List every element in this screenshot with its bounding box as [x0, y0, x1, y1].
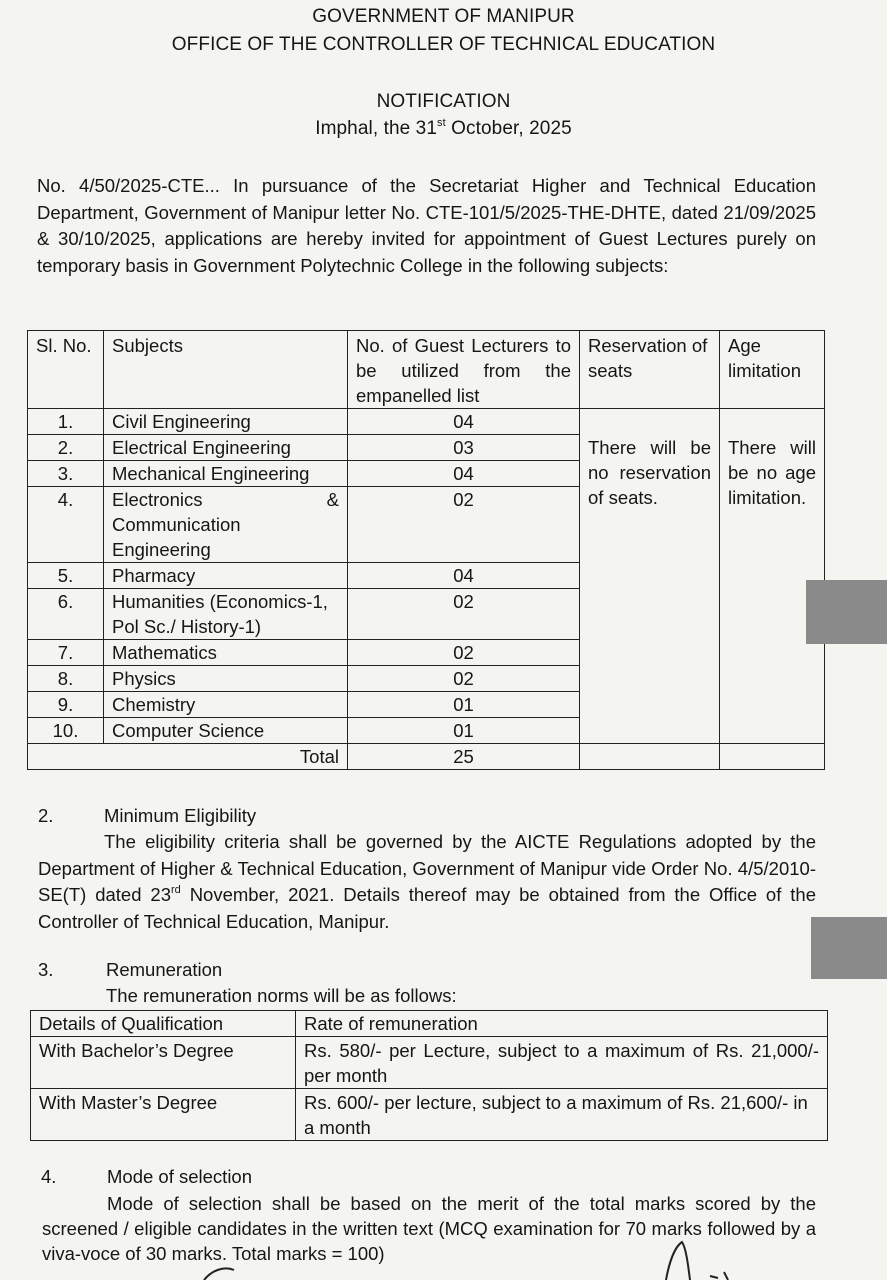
subject-cell: Electrical Engineering	[104, 435, 348, 461]
subject-cell: Pharmacy	[104, 563, 348, 589]
sl-no-header: Sl. No.	[28, 331, 104, 409]
count-cell: 02	[348, 487, 580, 563]
subject-cell: Electronics & Communication Engineering	[104, 487, 348, 563]
section-3-number: 3.	[38, 959, 54, 980]
subject-cell: Mathematics	[104, 640, 348, 666]
sl-cell: 10.	[28, 718, 104, 744]
count-cell: 02	[348, 640, 580, 666]
subject-cell: Chemistry	[104, 692, 348, 718]
section-3-title: Remuneration	[106, 959, 223, 980]
rate-cell: Rs. 600/- per lecture, subject to a maximum of Rs. 21,600/- in a month	[296, 1089, 828, 1141]
section-2-number: 2.	[38, 805, 54, 826]
total-value: 25	[348, 744, 580, 770]
subject-cell: Mechanical Engineering	[104, 461, 348, 487]
sl-cell: 7.	[28, 640, 104, 666]
subject-cell: Physics	[104, 666, 348, 692]
notification-date: Imphal, the 31st October, 2025	[315, 116, 572, 139]
count-cell: 03	[348, 435, 580, 461]
table-header-row	[28, 331, 825, 409]
intro-paragraph: No. 4/50/2025-CTE... In pursuance of the Secretariat Higher and Technical Education Department, Government of Manipur letter No. CTE-101/5/2025-THE-DHTE, dated 21/09/2025 & 30/10/2025, applications are hereby invited for appointment of Guest Lectures purely on temporary basis in Government Polytechnic College in the following subjects:	[37, 175, 816, 276]
section-4-title: Mode of selection	[107, 1166, 253, 1187]
sl-cell: 8.	[28, 666, 104, 692]
subjects-table	[27, 330, 825, 770]
total-row	[28, 744, 825, 770]
rate-header: Rate of remuneration	[296, 1011, 828, 1037]
sl-cell: 2.	[28, 435, 104, 461]
section-2-text: The eligibility criteria shall be governed by the AICTE Regulations adopted by the Department of Higher & Technical Education, Government of Manipur vide Order No. 4/5/2010-SE(T) dated 23rd November, 2021. Details thereof may be obtained from the Office of the Controller of Technical Education, Manipur.	[38, 831, 816, 932]
count-cell: 04	[348, 563, 580, 589]
notification-title: NOTIFICATION	[376, 91, 511, 112]
rate-cell: Rs. 580/- per Lecture, subject to a maximum of Rs. 21,000/- per month	[296, 1037, 828, 1089]
section-3-intro: The remuneration norms will be as follows:	[106, 985, 457, 1006]
section-2-title: Minimum Eligibility	[104, 805, 257, 826]
subject-cell: Computer Science	[104, 718, 348, 744]
sl-cell: 3.	[28, 461, 104, 487]
qualification-cell: With Master’s Degree	[31, 1089, 296, 1141]
pen-mark	[200, 1266, 260, 1280]
total-label: Total	[28, 744, 348, 770]
count-cell: 04	[348, 461, 580, 487]
count-cell: 04	[348, 409, 580, 435]
table-row	[28, 409, 825, 435]
scan-shadow	[811, 917, 887, 979]
remuneration-table	[30, 1010, 828, 1141]
count-cell: 02	[348, 589, 580, 640]
age-note: There will be no age limitation.	[720, 409, 825, 744]
sl-cell: 6.	[28, 589, 104, 640]
office-heading: OFFICE OF THE CONTROLLER OF TECHNICAL EDUCATION	[171, 34, 716, 55]
count-cell: 01	[348, 692, 580, 718]
sl-cell: 9.	[28, 692, 104, 718]
reservation-header: Reservation of seats	[580, 331, 720, 409]
section-4-text: Mode of selection shall be based on the merit of the total marks scored by the screened / eligible candidates in the written text (MCQ examination for 70 marks followed by a viva-voce of 30 marks. Total marks = 100)	[42, 1193, 816, 1264]
subject-cell: Humanities (Economics-1, Pol Sc./ History-1)	[104, 589, 348, 640]
reservation-note: There will be no reservation of seats.	[580, 409, 720, 744]
sl-cell: 1.	[28, 409, 104, 435]
count-cell: 02	[348, 666, 580, 692]
subjects-header: Subjects	[104, 331, 348, 409]
lecturer-count-header: No. of Guest Lecturers to be utilized from the empanelled list	[348, 331, 580, 409]
qualification-header: Details of Qualification	[31, 1011, 296, 1037]
government-heading: GOVERNMENT OF MANIPUR	[312, 6, 575, 27]
sl-cell: 5.	[28, 563, 104, 589]
sl-cell: 4.	[28, 487, 104, 563]
total-empty-cell	[580, 744, 720, 770]
count-cell: 01	[348, 718, 580, 744]
age-header: Age limitation	[720, 331, 825, 409]
table-row	[31, 1089, 828, 1141]
subject-cell: Civil Engineering	[104, 409, 348, 435]
section-4-number: 4.	[41, 1166, 57, 1187]
remuneration-header-row	[31, 1011, 828, 1037]
qualification-cell: With Bachelor’s Degree	[31, 1037, 296, 1089]
table-row	[31, 1037, 828, 1089]
signature-mark	[640, 1238, 760, 1280]
total-empty-cell	[720, 744, 825, 770]
scan-shadow	[806, 580, 887, 644]
